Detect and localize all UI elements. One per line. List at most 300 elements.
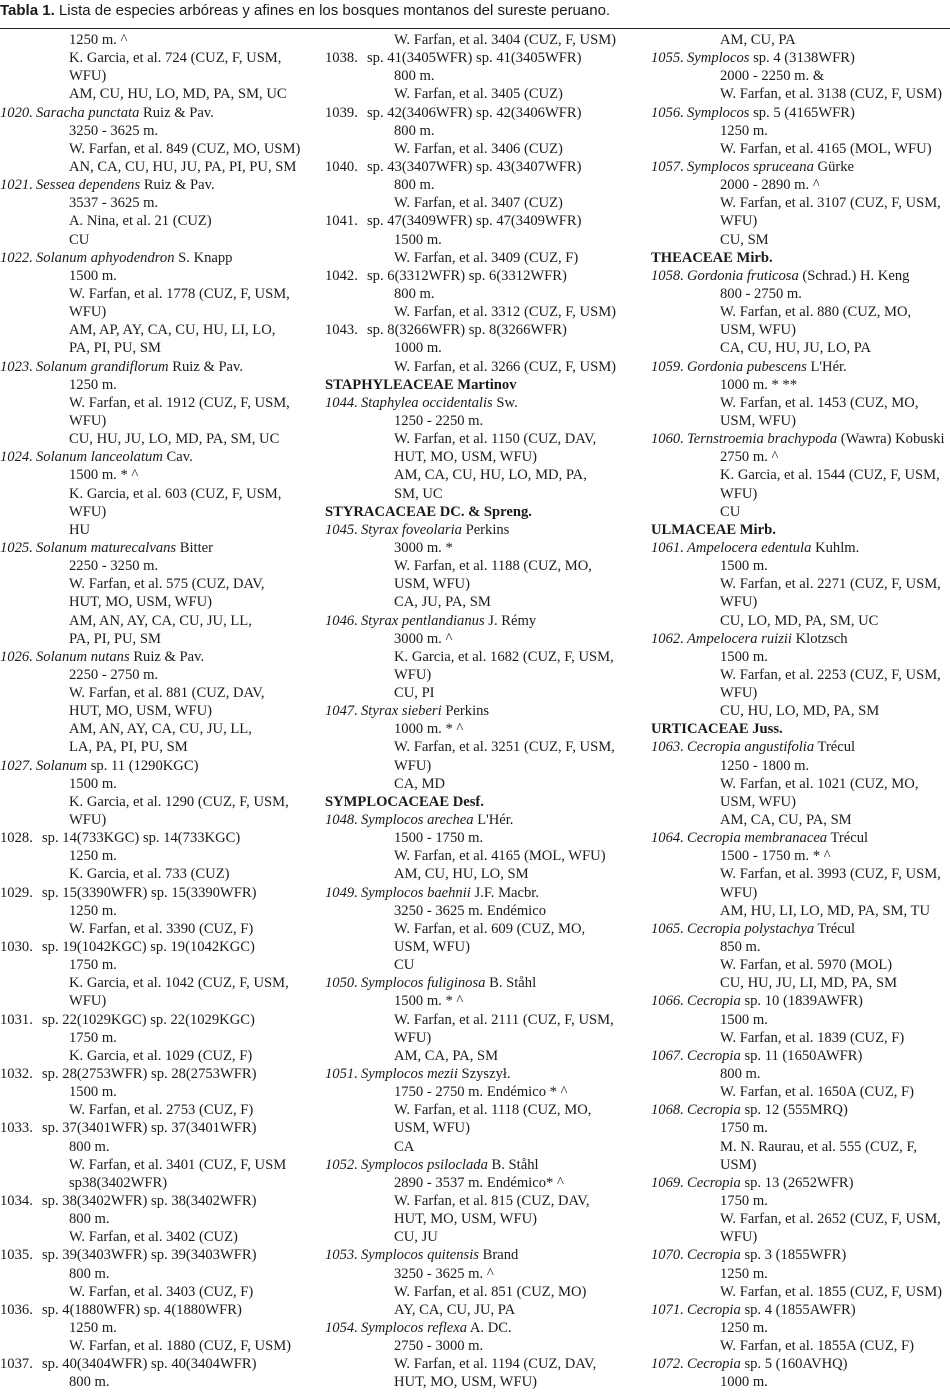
entry-number: 1040.: [325, 158, 358, 175]
entry-number: 1044.: [325, 394, 358, 411]
table-title: [0, 0, 950, 24]
column-3: [651, 31, 950, 1392]
family-heading: SYMPLOCACEAE Desf.: [325, 793, 484, 810]
species-name: Gordonia fruticosa: [687, 267, 799, 284]
entry-detail-line: CU, JU: [394, 1229, 438, 1246]
entry-detail-line: 2890 - 3537 m. Endémico* ^: [394, 1174, 564, 1191]
entry-number: 1047.: [325, 703, 358, 720]
morphospecies-code: sp. 4(1880WFR) sp. 4(1880WFR): [42, 1301, 242, 1318]
entry-number: 1070.: [651, 1247, 684, 1264]
entry-detail-line: WFU): [720, 594, 758, 611]
species-author: sp. 5 (160AVHQ): [744, 1356, 848, 1373]
entry-detail-line: 1000 m. * **: [720, 376, 798, 393]
morphospecies-code: sp. 37(3401WFR) sp. 37(3401WFR): [42, 1120, 257, 1137]
entry-number: 1041.: [325, 213, 358, 230]
entry-detail-line: W. Farfan, et al. 1021 (CUZ, MO,: [720, 775, 919, 792]
entry-detail-line: 1500 m.: [720, 648, 768, 665]
entry-detail-line: 1250 m.: [720, 1265, 768, 1282]
entry-number: 1032.: [0, 1066, 33, 1083]
species-author: Ruiz & Pav.: [143, 177, 215, 194]
species-author: Trécul: [817, 920, 856, 937]
species-entry: [325, 394, 647, 412]
species-author: Gürke: [817, 158, 855, 175]
entry-detail-line: 1500 m. * ^: [69, 467, 139, 484]
morphospecies-code: sp. 22(1029KGC) sp. 22(1029KGC): [42, 1011, 255, 1028]
species-entry: [325, 702, 647, 720]
entry-detail-line: 1250 m.: [69, 902, 117, 919]
species-name: Cecropia: [687, 1174, 741, 1191]
family-heading: STAPHYLEACEAE Martinov: [325, 376, 517, 393]
species-name: Cecropia: [687, 1356, 741, 1373]
species-name: Symplocos: [687, 50, 750, 67]
species-entry: [651, 630, 950, 648]
entry-detail-line: 1500 - 1750 m.: [394, 830, 484, 847]
entry-detail-line: 2750 m. ^: [720, 449, 779, 466]
entry-number: 1033.: [0, 1120, 33, 1137]
species-author: (Schrad.) H. Keng: [802, 267, 910, 284]
morphospecies-entry: [325, 158, 647, 176]
morphospecies-entry: [0, 1355, 322, 1373]
entry-detail-line: 1250 - 1800 m.: [720, 757, 810, 774]
morphospecies-entry: [0, 1119, 322, 1137]
species-name: Cecropia: [687, 1247, 741, 1264]
species-author: J. Rémy: [488, 612, 537, 629]
species-name: Ampelocera edentula: [687, 539, 812, 556]
entry-number: 1068.: [651, 1102, 684, 1119]
species-entry: [325, 811, 647, 829]
species-name: Styrax pentlandianus: [361, 612, 485, 629]
entry-detail-line: K. Garcia, et al. 1544 (CUZ, F, USM,: [720, 467, 940, 484]
entry-detail-line: AM, CU, HU, LO, SM: [394, 866, 529, 883]
family-heading: URTICACEAE Juss.: [651, 721, 783, 738]
entry-detail-line: 3250 - 3625 m. Endémico: [394, 902, 546, 919]
entry-number: 1046.: [325, 612, 358, 629]
species-author: Ruiz & Pav.: [133, 648, 205, 665]
morphospecies-code: sp. 40(3404WFR) sp. 40(3404WFR): [42, 1356, 257, 1373]
entry-number: 1055.: [651, 50, 684, 67]
entry-detail-line: AM, CA, CU, PA, SM: [720, 812, 852, 829]
species-author: sp. 4 (3138WFR): [753, 50, 855, 67]
entry-detail-line: 800 m.: [394, 177, 435, 194]
entry-detail-line: 1500 m.: [720, 558, 768, 575]
entry-number: 1029.: [0, 884, 33, 901]
entry-detail-line: AM, HU, LI, LO, MD, PA, SM, TU: [720, 902, 931, 919]
entry-detail-line: HUT, MO, USM, WFU): [69, 594, 212, 611]
species-author: sp. 3 (1855WFR): [744, 1247, 847, 1264]
entry-detail-line: 1500 m.: [69, 1084, 117, 1101]
entry-detail-line: WFU): [69, 68, 107, 85]
morphospecies-entry: [0, 1192, 322, 1210]
entry-number: 1053.: [325, 1247, 358, 1264]
entry-detail-line: W. Farfan, et al. 4165 (MOL, WFU): [394, 848, 606, 865]
species-name: Cecropia membranacea: [687, 830, 828, 847]
entry-detail-line: AM, AN, AY, CA, CU, JU, LL,: [69, 721, 252, 738]
species-entry: [651, 1174, 950, 1192]
entry-number: 1045.: [325, 521, 358, 538]
entry-detail-line: W. Farfan, et al. 3401 (CUZ, F, USM: [69, 1156, 287, 1173]
species-name: Cecropia: [687, 1301, 741, 1318]
table-title-label: Tabla 1.: [0, 2, 55, 19]
entry-detail-line: W. Farfan, et al. 3993 (CUZ, F, USM,: [720, 866, 941, 883]
species-author: B. Ståhl: [489, 975, 537, 992]
entry-detail-line: W. Farfan, et al. 880 (CUZ, MO,: [720, 304, 912, 321]
species-author: J.F. Macbr.: [474, 884, 540, 901]
entry-detail-line: CU, HU, JU, LI, MD, PA, SM: [720, 975, 898, 992]
entry-number: 1050.: [325, 975, 358, 992]
species-name: Saracha punctata: [36, 104, 140, 121]
entry-detail-line: WFU): [720, 884, 758, 901]
entry-number: 1023.: [0, 358, 33, 375]
entry-detail-line: CU, PI: [394, 685, 435, 702]
entry-detail-line: W. Farfan, et al. 881 (CUZ, DAV,: [69, 685, 265, 702]
entry-detail-line: W. Farfan, et al. 3266 (CUZ, F, USM): [394, 358, 617, 375]
entry-detail-line: M. N. Raurau, et al. 555 (CUZ, F,: [720, 1138, 918, 1155]
species-name: Solanum: [36, 757, 88, 774]
entry-detail-line: W. Farfan, et al. 1194 (CUZ, DAV,: [394, 1356, 597, 1373]
morphospecies-entry: [325, 49, 647, 67]
species-entry: [325, 521, 647, 539]
species-entry: [325, 1156, 647, 1174]
species-entry: [651, 829, 950, 847]
column-1: [0, 31, 322, 1392]
species-entry: [651, 430, 950, 448]
entry-detail-line: WFU): [69, 304, 107, 321]
entry-detail-line: W. Farfan, et al. 3403 (CUZ, F): [69, 1283, 254, 1300]
species-entry: [651, 49, 950, 67]
entry-detail-line: W. Farfan, et al. 3407 (CUZ): [394, 195, 563, 212]
species-author: Sw.: [496, 394, 518, 411]
entry-detail-line: sp38(3402WFR): [69, 1174, 168, 1191]
entry-number: 1037.: [0, 1356, 33, 1373]
entry-detail-line: W. Farfan, et al. 1453 (CUZ, MO,: [720, 394, 919, 411]
species-author: Cav.: [166, 449, 193, 466]
species-author: sp. 11 (1290KGC): [90, 757, 199, 774]
species-entry: [651, 1246, 950, 1264]
species-name: Symplocos baehnii: [361, 884, 471, 901]
entry-detail-line: 2250 - 3250 m.: [69, 558, 159, 575]
species-author: Klotzsch: [795, 630, 848, 647]
entry-detail-line: 3000 m. *: [394, 539, 453, 556]
entry-detail-line: AM, CA, CU, HU, LO, MD, PA,: [394, 467, 587, 484]
entry-detail-line: 1000 m. * ^: [394, 721, 464, 738]
entry-detail-line: W. Farfan, et al. 3390 (CUZ, F): [69, 920, 254, 937]
morphospecies-entry: [0, 884, 322, 902]
entry-detail-line: W. Farfan, et al. 5970 (MOL): [720, 957, 893, 974]
species-name: Solanum aphyodendron: [36, 249, 175, 266]
entry-detail-line: HUT, MO, USM, WFU): [394, 449, 537, 466]
species-name: Cecropia: [687, 1047, 741, 1064]
entry-detail-line: CA: [394, 1138, 415, 1155]
entry-detail-line: CA, MD: [394, 775, 446, 792]
column-2: [325, 31, 647, 1392]
entry-detail-line: CU: [69, 231, 90, 248]
entry-detail-line: W. Farfan, et al. 2111 (CUZ, F, USM,: [394, 1011, 614, 1028]
entry-detail-line: 1250 m. ^: [69, 32, 128, 48]
entry-detail-line: W. Farfan, et al. 2271 (CUZ, F, USM,: [720, 576, 941, 593]
entry-number: 1069.: [651, 1174, 684, 1191]
entry-detail-line: 1000 m.: [720, 1374, 768, 1391]
species-name: Symplocos reflexa: [361, 1319, 468, 1336]
entry-number: 1034.: [0, 1193, 33, 1209]
entry-detail-line: 3537 - 3625 m.: [69, 195, 159, 212]
family-heading: THEACEAE Mirb.: [651, 249, 773, 266]
morphospecies-entry: [325, 212, 647, 230]
entry-detail-line: USM): [720, 1156, 757, 1173]
species-author: sp. 5 (4165WFR): [753, 104, 855, 121]
entry-detail-line: W. Farfan, et al. 3404 (CUZ, F, USM): [394, 32, 617, 48]
species-entry: [651, 992, 950, 1010]
species-author: Bitter: [179, 539, 214, 556]
entry-detail-line: WFU): [720, 485, 758, 502]
entry-detail-line: WFU): [720, 1229, 758, 1246]
species-name: Solanum lanceolatum: [36, 449, 163, 466]
species-entry: [651, 1101, 950, 1119]
morphospecies-code: sp. 41(3405WFR) sp. 41(3405WFR): [367, 50, 582, 67]
species-author: S. Knapp: [178, 249, 233, 266]
entry-detail-line: 1250 - 2250 m.: [394, 412, 484, 429]
species-author: sp. 13 (2652WFR): [744, 1174, 854, 1191]
entry-detail-line: 1000 m.: [394, 340, 442, 357]
entry-detail-line: K. Garcia, et al. 733 (CUZ): [69, 866, 230, 883]
entry-detail-line: CU: [394, 957, 415, 974]
family-heading: ULMACEAE Mirb.: [651, 521, 776, 538]
entry-detail-line: W. Farfan, et al. 2652 (CUZ, F, USM,: [720, 1211, 941, 1228]
entry-detail-line: 1500 m. * ^: [394, 993, 464, 1010]
entry-detail-line: CU, LO, MD, PA, SM, UC: [720, 612, 879, 629]
entry-number: 1066.: [651, 993, 684, 1010]
entry-number: 1028.: [0, 830, 33, 847]
entry-detail-line: 1500 m.: [69, 775, 117, 792]
entry-detail-line: 850 m.: [720, 939, 761, 956]
entry-number: 1038.: [325, 50, 358, 67]
entry-detail-line: K. Garcia, et al. 724 (CUZ, F, USM,: [69, 50, 282, 67]
entry-detail-line: CU, SM: [720, 231, 769, 248]
entry-number: 1057.: [651, 158, 684, 175]
species-author: Ruiz & Pav.: [143, 104, 214, 121]
entry-number: 1035.: [0, 1247, 33, 1264]
morphospecies-code: sp. 28(2753WFR) sp. 28(2753WFR): [42, 1066, 257, 1083]
entry-number: 1020.: [0, 104, 33, 121]
species-entry: [0, 757, 322, 775]
species-author: sp. 4 (1855AWFR): [744, 1301, 856, 1318]
species-author: Trécul: [817, 739, 856, 756]
entry-detail-line: W. Farfan, et al. 851 (CUZ, MO): [394, 1283, 587, 1300]
entry-detail-line: 3000 m. ^: [394, 630, 453, 647]
species-name: Symplocos quitensis: [361, 1247, 479, 1264]
species-entry: [0, 539, 322, 557]
species-name: Styrax foveolaria: [361, 521, 462, 538]
species-entry: [651, 738, 950, 756]
species-entry: [325, 612, 647, 630]
species-entry: [325, 1065, 647, 1083]
entry-detail-line: AN, CA, CU, HU, JU, PA, PI, PU, SM: [69, 158, 297, 175]
species-entry: [0, 176, 322, 194]
entry-detail-line: K. Garcia, et al. 603 (CUZ, F, USM,: [69, 485, 282, 502]
entry-detail-line: W. Farfan, et al. 1778 (CUZ, F, USM,: [69, 285, 290, 302]
entry-detail-line: HUT, MO, USM, WFU): [394, 1211, 537, 1228]
morphospecies-entry: [325, 321, 647, 339]
entry-detail-line: WFU): [69, 993, 107, 1010]
entry-detail-line: W. Farfan, et al. 815 (CUZ, DAV,: [394, 1193, 590, 1209]
entry-detail-line: 800 - 2750 m.: [720, 285, 802, 302]
entry-number: 1027.: [0, 757, 33, 774]
morphospecies-code: sp. 19(1042KGC) sp. 19(1042KGC): [42, 939, 255, 956]
entry-detail-line: 1250 m.: [69, 376, 117, 393]
species-entry: [325, 974, 647, 992]
entry-detail-line: 2250 - 2750 m.: [69, 666, 159, 683]
species-name: Sessea dependens: [36, 177, 141, 194]
species-entry: [651, 267, 950, 285]
entry-detail-line: 1250 m.: [720, 122, 768, 139]
entry-number: 1036.: [0, 1301, 33, 1318]
entry-number: 1051.: [325, 1066, 358, 1083]
species-entry: [325, 1246, 647, 1264]
entry-detail-line: W. Farfan, et al. 1855A (CUZ, F): [720, 1338, 915, 1355]
entry-number: 1043.: [325, 322, 358, 339]
entry-number: 1025.: [0, 539, 33, 556]
entry-number: 1056.: [651, 104, 684, 121]
species-name: Symplocos: [687, 104, 750, 121]
entry-detail-line: USM, WFU): [394, 576, 470, 593]
morphospecies-code: sp. 15(3390WFR) sp. 15(3390WFR): [42, 884, 257, 901]
species-entry: [0, 358, 322, 376]
species-name: Symplocos fuliginosa: [361, 975, 486, 992]
entry-detail-line: WFU): [394, 666, 432, 683]
entry-detail-line: W. Farfan, et al. 3409 (CUZ, F): [394, 249, 579, 266]
entry-number: 1067.: [651, 1047, 684, 1064]
entry-detail-line: W. Farfan, et al. 3406 (CUZ): [394, 140, 563, 157]
species-name: Symplocos mezii: [361, 1066, 458, 1083]
entry-detail-line: 1250 m.: [720, 1319, 768, 1336]
entry-detail-line: WFU): [69, 503, 107, 520]
species-author: L'Hér.: [810, 358, 847, 375]
entry-detail-line: 3250 - 3625 m.: [69, 122, 159, 139]
entry-detail-line: 800 m.: [69, 1374, 110, 1391]
species-name: Cecropia: [687, 993, 741, 1010]
entry-detail-line: USM, WFU): [720, 322, 796, 339]
title-rule: [0, 28, 950, 29]
entry-detail-line: 2750 - 3000 m.: [394, 1338, 484, 1355]
species-name: Solanum grandiflorum: [36, 358, 169, 375]
entry-detail-line: PA, PI, PU, SM: [69, 340, 161, 357]
morphospecies-entry: [0, 1011, 322, 1029]
entry-detail-line: USM, WFU): [394, 939, 470, 956]
morphospecies-code: sp. 38(3402WFR) sp. 38(3402WFR): [42, 1193, 257, 1209]
entry-detail-line: CA, CU, HU, JU, LO, PA: [720, 340, 872, 357]
entry-detail-line: W. Farfan, et al. 609 (CUZ, MO,: [394, 920, 586, 937]
species-name: Cecropia: [687, 1102, 741, 1119]
species-name: Symplocos psiloclada: [361, 1156, 488, 1173]
morphospecies-entry: [0, 938, 322, 956]
species-entry: [325, 1319, 647, 1337]
entry-detail-line: W. Farfan, et al. 3107 (CUZ, F, USM,: [720, 195, 941, 212]
entry-detail-line: 1750 - 2750 m. Endémico * ^: [394, 1084, 568, 1101]
entry-number: 1060.: [651, 431, 684, 448]
entry-detail-line: 800 m.: [394, 285, 435, 302]
entry-detail-line: PA, PI, PU, SM: [69, 630, 161, 647]
species-entry: [651, 104, 950, 122]
entry-detail-line: WFU): [720, 213, 758, 230]
entry-detail-line: USM, WFU): [720, 412, 796, 429]
entry-detail-line: K. Garcia, et al. 1682 (CUZ, F, USM,: [394, 648, 614, 665]
morphospecies-code: sp. 42(3406WFR) sp. 42(3406WFR): [367, 104, 582, 121]
entry-detail-line: 800 m.: [394, 122, 435, 139]
entry-detail-line: AM, AN, AY, CA, CU, JU, LL,: [69, 612, 252, 629]
entry-detail-line: LA, PA, PI, PU, SM: [69, 739, 188, 756]
species-author: sp. 10 (1839AWFR): [744, 993, 863, 1010]
species-author: Brand: [482, 1247, 519, 1264]
entry-detail-line: 1500 - 1750 m. * ^: [720, 848, 831, 865]
entry-detail-line: K. Garcia, et al. 1290 (CUZ, F, USM,: [69, 793, 289, 810]
entry-detail-line: A. Nina, et al. 21 (CUZ): [69, 213, 212, 230]
entry-detail-line: W. Farfan, et al. 849 (CUZ, MO, USM): [69, 140, 301, 157]
entry-detail-line: W. Farfan, et al. 3251 (CUZ, F, USM,: [394, 739, 615, 756]
entry-detail-line: W. Farfan, et al. 1150 (CUZ, DAV,: [394, 431, 597, 448]
entry-detail-line: W. Farfan, et al. 4165 (MOL, WFU): [720, 140, 932, 157]
species-name: Ternstroemia brachypoda: [687, 431, 838, 448]
entry-detail-line: 800 m.: [69, 1265, 110, 1282]
entry-detail-line: W. Farfan, et al. 1855 (CUZ, F, USM): [720, 1283, 943, 1300]
entry-detail-line: WFU): [69, 412, 107, 429]
species-name: Solanum nutans: [36, 648, 130, 665]
morphospecies-entry: [0, 1065, 322, 1083]
morphospecies-code: sp. 8(3266WFR) sp. 8(3266WFR): [367, 322, 567, 339]
entry-detail-line: 1250 m.: [69, 1319, 117, 1336]
species-name: Staphylea occidentalis: [361, 394, 493, 411]
species-author: Szyszył.: [461, 1066, 511, 1083]
entry-detail-line: 1500 m.: [720, 1011, 768, 1028]
entry-number: 1049.: [325, 884, 358, 901]
species-entry: [325, 884, 647, 902]
entry-detail-line: W. Farfan, et al. 3405 (CUZ): [394, 86, 563, 103]
family-heading: STYRACACEAE DC. & Spreng.: [325, 503, 532, 520]
entry-detail-line: 800 m.: [394, 68, 435, 85]
species-name: Symplocos arechea: [361, 812, 474, 829]
entry-detail-line: 1750 m.: [69, 1029, 117, 1046]
entry-detail-line: SM, UC: [394, 485, 443, 502]
species-name: Symplocos spruceana: [687, 158, 814, 175]
entry-detail-line: 1750 m.: [720, 1120, 768, 1137]
morphospecies-entry: [325, 104, 647, 122]
entry-detail-line: CU: [720, 503, 741, 520]
entry-detail-line: W. Farfan, et al. 1650A (CUZ, F): [720, 1084, 915, 1101]
species-entry: [651, 1355, 950, 1373]
entry-number: 1065.: [651, 920, 684, 937]
species-name: Cecropia polystachya: [687, 920, 815, 937]
species-entry: [651, 158, 950, 176]
entry-detail-line: W. Farfan, et al. 575 (CUZ, DAV,: [69, 576, 265, 593]
species-author: Perkins: [445, 703, 490, 720]
entry-detail-line: W. Farfan, et al. 3312 (CUZ, F, USM): [394, 304, 617, 321]
entry-detail-line: K. Garcia, et al. 1042 (CUZ, F, USM,: [69, 975, 289, 992]
entry-detail-line: USM, WFU): [720, 793, 796, 810]
morphospecies-code: sp. 43(3407WFR) sp. 43(3407WFR): [367, 158, 582, 175]
species-name: Styrax sieberi: [361, 703, 442, 720]
entry-detail-line: 800 m.: [69, 1211, 110, 1228]
morphospecies-entry: [0, 1246, 322, 1264]
entry-detail-line: 1500 m.: [69, 267, 117, 284]
entry-number: 1022.: [0, 249, 33, 266]
entry-number: 1061.: [651, 539, 684, 556]
entry-detail-line: AM, AP, AY, CA, CU, HU, LI, LO,: [69, 322, 276, 339]
entry-detail-line: WFU): [394, 757, 432, 774]
morphospecies-entry: [0, 1301, 322, 1319]
entry-detail-line: AY, CA, CU, JU, PA: [394, 1301, 516, 1318]
entry-number: 1071.: [651, 1301, 684, 1318]
entry-detail-line: W. Farfan, et al. 3138 (CUZ, F, USM): [720, 86, 943, 103]
entry-detail-line: 2000 - 2890 m. ^: [720, 177, 820, 194]
entry-detail-line: AM, CU, HU, LO, MD, PA, SM, UC: [69, 86, 287, 103]
